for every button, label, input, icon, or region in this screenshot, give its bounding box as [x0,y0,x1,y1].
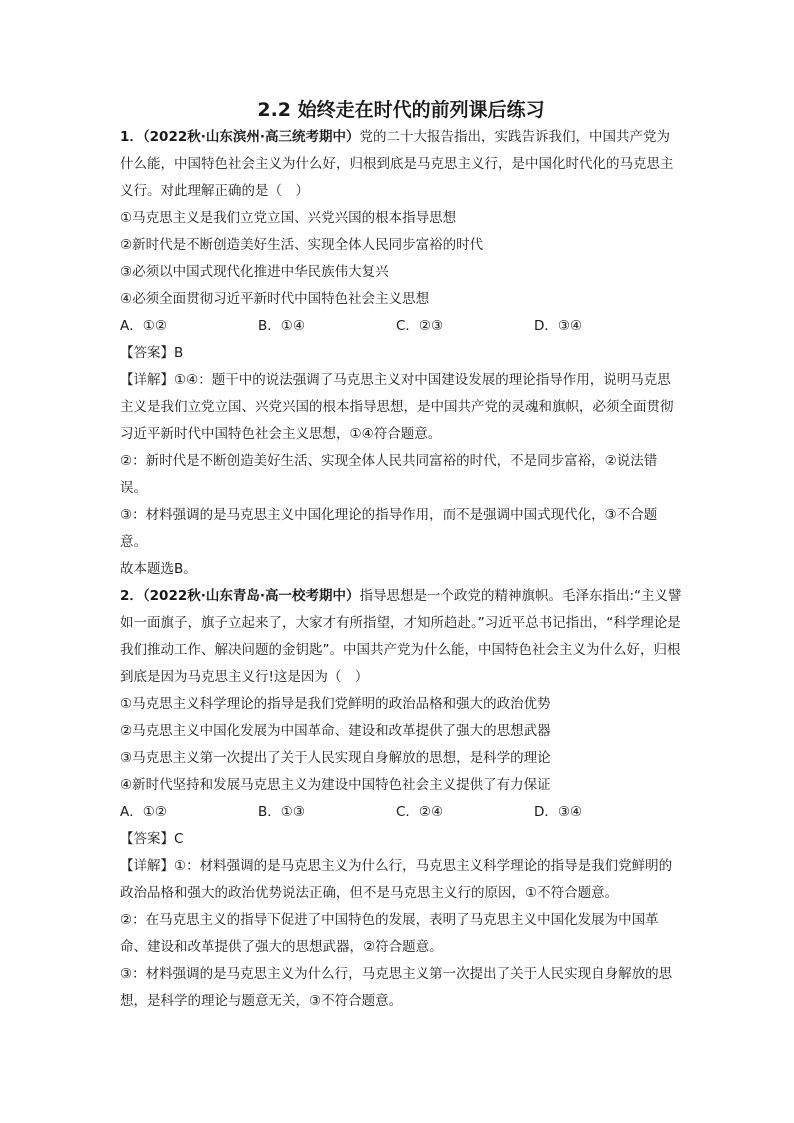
question-source: （2022秋·山东滨州·高三统考期中） [142,129,360,145]
statement-item: ④必须全面贯彻习近平新时代中国特色社会主义思想 [120,291,430,307]
question-stem [120,583,682,691]
detail-label: 【详解】 [120,858,174,874]
question-1 [120,124,682,583]
question-text: 指导思想是一个政党的精神旗帜。毛泽东指出:“主义譬如一面旗子，旗子立起来了，大家才有所指望，才知所趋赴。”习近平总书记指出，“科学理论是我们推动工作、解决问题的金钥匙”。中国共产党为什么能，中国特色社会主义为什么好，归根到底是因为马克思主义行!这是因为（ ） [120,588,682,685]
answer-label: 【答案】 [120,831,174,847]
detail-paragraph: ②：在马克思主义的指导下促进了中国特色的发展，表明了马克思主义中国化发展为中国革命、建设和改革提供了强大的思想武器，②符合题意。 [120,912,659,955]
statement-item: ③必须以中国式现代化推进中华民族伟大复兴 [120,264,389,280]
statement-item: ③马克思主义第一次提出了关于人民实现自身解放的思想，是科学的理论 [120,750,551,766]
statement-item: ②马克思主义中国化发展为中国革命、建设和改革提供了强大的思想武器 [120,723,551,739]
statement-item: ④新时代坚持和发展马克思主义为建设中国特色社会主义提供了有力保证 [120,777,551,793]
statement-item: ①马克思主义是我们立党立国、兴党兴国的根本指导思想 [120,210,457,226]
answer-options [120,313,682,340]
question-number: 1． [120,129,143,145]
option-a: A．①② [120,318,167,334]
statement-item: ①马克思主义科学理论的指导是我们党鲜明的政治品格和强大的政治优势 [120,696,551,712]
page-title: 2.2 始终走在时代的前列课后练习 [257,99,545,121]
option-c: C．②③ [396,318,444,334]
detail-conclusion: 故本题选B。 [120,561,197,577]
statement-item: ②新时代是不断创造美好生活、实现全体人民同步富裕的时代 [120,237,484,253]
question-2 [120,583,682,1015]
option-d: D．③④ [534,804,583,820]
detail-paragraph: ③：材料强调的是马克思主义为什么行，马克思主义第一次提出了关于人民实现自身解放的思想，是科学的理论与题意无关，③不符合题意。 [120,966,673,1009]
question-source: （2022秋·山东青岛·高一校考期中） [142,588,360,604]
answer-options [120,799,682,826]
detail-label: 【详解】 [120,372,174,388]
detail-paragraph [120,853,682,907]
answer-line [120,826,682,853]
detail-paragraph: ③：材料强调的是马克思主义中国化理论的指导作用，而不是强调中国式现代化，③不合题意。 [120,507,658,550]
option-b: B．①③ [258,804,305,820]
answer-line [120,340,682,367]
detail-paragraph: ②：新时代是不断创造美好生活、实现全体人民共同富裕的时代，不是同步富裕，②说法错误。 [120,453,658,496]
detail-paragraph [120,367,682,448]
answer-value: C [174,831,184,847]
question-number: 2． [120,588,143,604]
option-a: A．①② [120,804,167,820]
question-text: 党的二十大报告指出，实践告诉我们，中国共产党为什么能，中国特色社会主义为什么好，归根到底是马克思主义行，是中国化时代化的马克思主义行。对此理解正确的是（ ） [120,129,674,199]
detail-text: ①④：题干中的说法强调了马克思主义对中国建设发展的理论指导作用，说明马克思主义是我们立党立国、兴党兴国的根本指导思想，是中国共产党的灵魂和旗帜，必须全面贯彻习近平新时代中国特色社会主义思想，①④符合题意。 [120,372,674,442]
question-stem [120,124,682,205]
answer-value: B [174,345,184,361]
detail-text: ①：材料强调的是马克思主义为什么行，马克思主义科学理论的指导是我们党鲜明的政治品格和强大的政治优势说法正确，但不是马克思主义行的原因，①不符合题意。 [120,858,673,901]
answer-label: 【答案】 [120,345,174,361]
option-b: B．①④ [258,318,305,334]
option-d: D．③④ [534,318,583,334]
option-c: C．②④ [396,804,444,820]
